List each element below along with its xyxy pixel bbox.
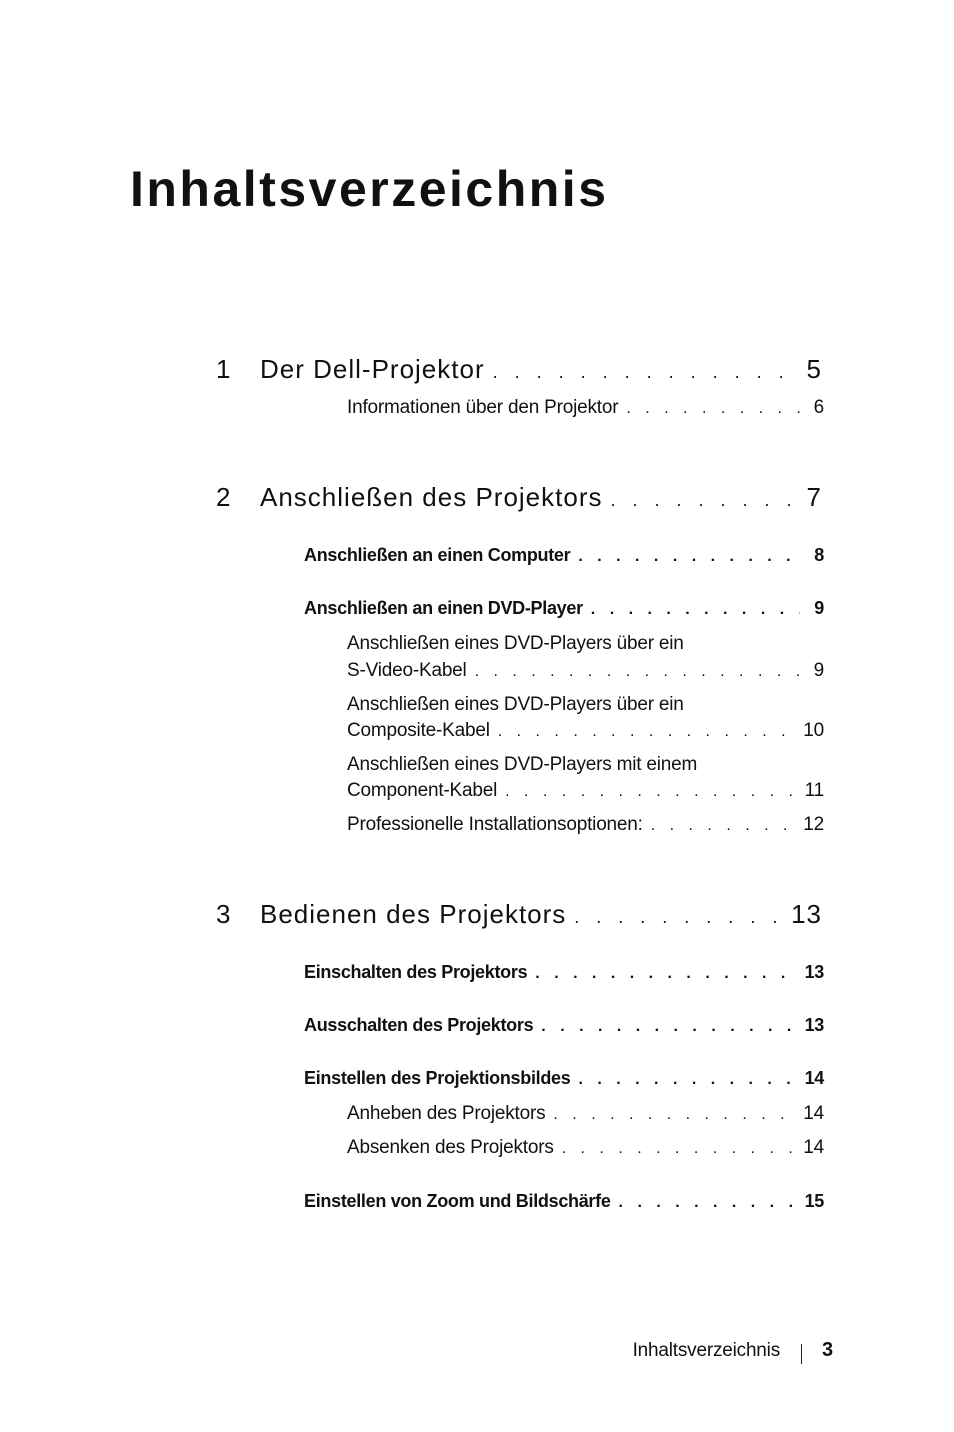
- toc-entry-dvd-player[interactable]: [304, 598, 824, 619]
- page-number: 14: [803, 1137, 824, 1158]
- entry-title: Anheben des Projektors: [347, 1103, 546, 1124]
- dot-leader: [578, 548, 800, 566]
- dot-leader: [553, 1106, 797, 1124]
- toc-entry-zoom[interactable]: [304, 1191, 824, 1212]
- dot-leader: [498, 723, 798, 741]
- toc-chapter-1[interactable]: [216, 354, 822, 385]
- dot-leader: [626, 400, 800, 418]
- page-title: Inhaltsverzeichnis: [130, 161, 609, 217]
- toc-entry-component[interactable]: [347, 780, 824, 802]
- page-number: 6: [813, 397, 824, 418]
- page-number: 14: [804, 1068, 824, 1088]
- footer-section-label: Inhaltsverzeichnis: [632, 1340, 780, 1361]
- toc-chapter-3[interactable]: [216, 899, 822, 930]
- toc-entry-absenken[interactable]: [347, 1137, 824, 1159]
- toc-entry-anheben[interactable]: [347, 1103, 824, 1125]
- toc-entry-projektionsbild[interactable]: [304, 1068, 824, 1089]
- toc-entry-composite[interactable]: [347, 720, 824, 742]
- dot-leader: [493, 362, 798, 383]
- entry-title-line2: Composite-Kabel: [347, 720, 490, 741]
- entry-title: Anschließen an einen DVD-Player: [304, 598, 583, 618]
- entry-title: Einstellen des Projektionsbildes: [304, 1068, 571, 1088]
- toc-entry-s-video[interactable]: [347, 660, 824, 682]
- page-number: 9: [813, 660, 824, 681]
- dot-leader: [562, 1140, 798, 1158]
- page-number: 14: [803, 1103, 824, 1124]
- page-number: 13: [791, 899, 822, 929]
- page-number: 9: [814, 598, 824, 618]
- toc-entry-einschalten[interactable]: [304, 962, 824, 983]
- dot-leader: [610, 490, 798, 511]
- chapter-number: 1: [216, 354, 232, 384]
- entry-title: Einschalten des Projektors: [304, 962, 528, 982]
- page-number: 13: [804, 1015, 824, 1035]
- page-number: 8: [814, 545, 824, 565]
- entry-title-line1[interactable]: Anschließen eines DVD-Players über ein: [347, 633, 684, 654]
- toc-entry-informationen[interactable]: [347, 397, 824, 419]
- dot-leader: [591, 601, 800, 619]
- entry-title: Absenken des Projektors: [347, 1137, 554, 1158]
- chapter-title: Bedienen des Projektors: [260, 899, 567, 929]
- footer-separator: [801, 1344, 802, 1364]
- page-number: 15: [804, 1191, 824, 1211]
- dot-leader: [574, 907, 785, 928]
- page-number: 5: [806, 354, 822, 384]
- entry-title: Ausschalten des Projektors: [304, 1015, 534, 1035]
- dot-leader: [578, 1071, 798, 1089]
- toc-entry-installation[interactable]: [347, 814, 824, 836]
- entry-title: Informationen über den Projektor: [347, 397, 619, 418]
- entry-title-line1[interactable]: Anschließen eines DVD-Players mit einem: [347, 754, 698, 775]
- entry-title: Anschließen an einen Computer: [304, 545, 571, 565]
- footer-page-number: 3: [822, 1339, 834, 1361]
- page-number: 13: [804, 962, 824, 982]
- toc-entry-computer[interactable]: [304, 545, 824, 566]
- toc-entry-ausschalten[interactable]: [304, 1015, 824, 1036]
- dot-leader: [541, 1018, 798, 1036]
- page-number: 11: [804, 780, 824, 801]
- entry-title: Professionelle Installationsoptionen:: [347, 814, 643, 835]
- chapter-title: Anschließen des Projektors: [260, 482, 603, 512]
- chapter-number: 3: [216, 899, 232, 929]
- chapter-title: Der Dell-Projektor: [260, 354, 485, 384]
- page-number: 12: [803, 814, 824, 835]
- dot-leader: [651, 817, 798, 835]
- entry-title-line1[interactable]: Anschließen eines DVD-Players über ein: [347, 694, 684, 715]
- entry-title: Einstellen von Zoom und Bildschärfe: [304, 1191, 611, 1211]
- dot-leader: [619, 1194, 799, 1212]
- entry-title-line2: Component-Kabel: [347, 780, 498, 801]
- entry-title-line2: S-Video-Kabel: [347, 660, 467, 681]
- page-number: 7: [806, 482, 822, 512]
- page-number: 10: [803, 720, 824, 741]
- chapter-number: 2: [216, 482, 232, 512]
- dot-leader: [475, 663, 800, 681]
- dot-leader: [505, 783, 799, 801]
- dot-leader: [535, 965, 798, 983]
- toc-chapter-2[interactable]: [216, 482, 822, 513]
